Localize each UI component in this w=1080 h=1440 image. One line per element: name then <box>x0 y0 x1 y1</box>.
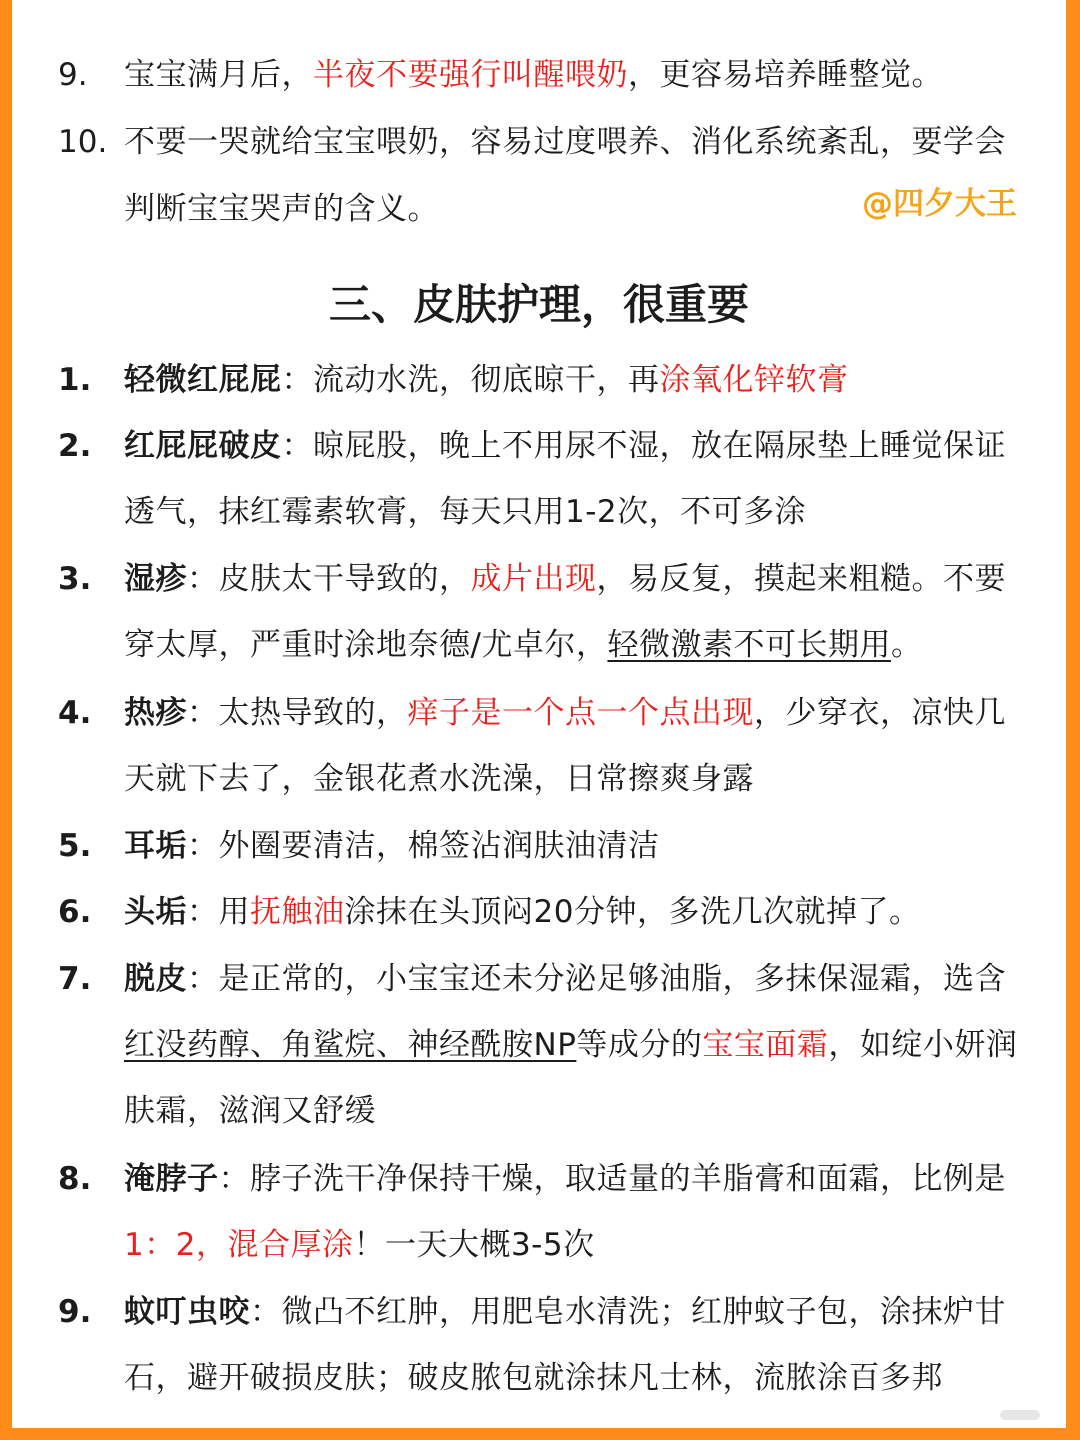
highlight-red: 痒子是一个点一个点出现 <box>407 695 754 731</box>
text-segment: 等成分的 <box>576 1027 703 1063</box>
content-card <box>12 0 1066 1428</box>
author-watermark: @四夕大王 <box>862 186 1017 222</box>
item-number: 10. <box>58 124 108 160</box>
item-text <box>124 1279 1024 1411</box>
highlight-red: 涂氧化锌软膏 <box>659 362 849 398</box>
item-text <box>124 1146 1024 1278</box>
item-text <box>124 680 1024 812</box>
item-number: 9. <box>58 57 88 93</box>
item-number: 1. <box>58 362 92 398</box>
item-number: 2. <box>58 428 92 464</box>
item-number: 6. <box>58 894 92 930</box>
highlight-red: 宝宝面霜 <box>702 1027 829 1063</box>
item-text <box>124 546 1024 678</box>
item-number: 8. <box>58 1161 92 1197</box>
item-number: 9. <box>58 1294 92 1330</box>
term-label: 湿疹 <box>124 561 187 597</box>
item-number: 5. <box>58 828 92 864</box>
term-label: 蚊叮虫咬 <box>124 1294 250 1330</box>
term-label: 红屁屁破皮 <box>124 428 282 464</box>
item-text <box>124 413 1024 545</box>
watermark-badge <box>1000 1410 1040 1420</box>
text-segment: ：外圈要清洁，棉签沾润肤油清洁 <box>187 828 660 864</box>
text-segment: ，更容易培养睡整觉。 <box>628 57 943 93</box>
item-number: 3. <box>58 561 92 597</box>
text-segment: ：晾屁股，晚上不用尿不湿，放在隔尿垫上睡觉保证透气，抹红霉素软膏，每天只用1-2次，不可多涂 <box>124 428 1006 530</box>
text-segment: ：流动水洗，彻底晾干，再 <box>281 362 660 398</box>
text-segment: ！一天大概3-5次 <box>353 1227 595 1263</box>
text-segment: 。 <box>890 627 923 663</box>
term-label: 头垢 <box>124 894 187 930</box>
term-label: 脱皮 <box>124 961 187 997</box>
text-segment: 涂抹在头顶闷20分钟，多洗几次就掉了。 <box>344 894 921 930</box>
highlight-red: 半夜不要强行叫醒喂奶 <box>313 57 628 93</box>
text-segment: ：是正常的，小宝宝还未分泌足够油脂，多抹保湿霜，选含 <box>187 961 1006 997</box>
term-label: 热疹 <box>124 695 187 731</box>
section-heading: 三、皮肤护理，很重要 <box>328 280 749 329</box>
text-segment: ，少穿衣，凉快几天就下去了，金银花煮水洗澡，日常擦爽身露 <box>124 695 1006 797</box>
term-label: 轻微红屁屁 <box>124 362 282 398</box>
text-segment: ：微凸不红肿，用肥皂水清洗；红肿蚊子包，涂抹炉甘石，避开破损皮肤；破皮脓包就涂抹凡士林，流脓涂百多邦 <box>124 1294 1006 1396</box>
text-segment: 不要一哭就给宝宝喂奶，容易过度喂养、消化系统紊乱，要学会判断宝宝哭声的含义。 <box>124 124 1006 227</box>
highlight-red: 抚触油 <box>250 894 345 930</box>
item-text <box>124 347 1024 413</box>
text-segment: ：脖子洗干净保持干燥，取适量的羊脂膏和面霜，比例是 <box>218 1161 1006 1197</box>
text-segment: ：太热导致的， <box>187 695 408 731</box>
underlined-text: 红没药醇、角鲨烷、神经酰胺NP <box>124 1027 577 1063</box>
item-number: 7. <box>58 961 92 997</box>
highlight-red: 1：2，混合厚涂 <box>124 1227 354 1263</box>
item-number: 4. <box>58 695 92 731</box>
item-text <box>124 42 1024 108</box>
item-text <box>124 879 1024 945</box>
term-label: 淹脖子 <box>124 1161 219 1197</box>
highlight-red: 成片出现 <box>470 561 597 597</box>
term-label: 耳垢 <box>124 828 187 864</box>
item-text <box>124 946 1024 1144</box>
text-segment: ：皮肤太干导致的， <box>187 561 471 597</box>
underlined-text: 轻微激素不可长期用 <box>607 627 891 663</box>
text-segment: ：用 <box>187 894 250 930</box>
text-segment: 宝宝满月后， <box>124 57 313 93</box>
item-text <box>124 813 1024 879</box>
text-segment: ，如绽小妍润肤霜，滋润又舒缓 <box>124 1027 1018 1129</box>
text-segment: ，易反复，摸起来粗糙。不要穿太厚，严重时涂地奈德/尤卓尔， <box>124 561 1006 663</box>
